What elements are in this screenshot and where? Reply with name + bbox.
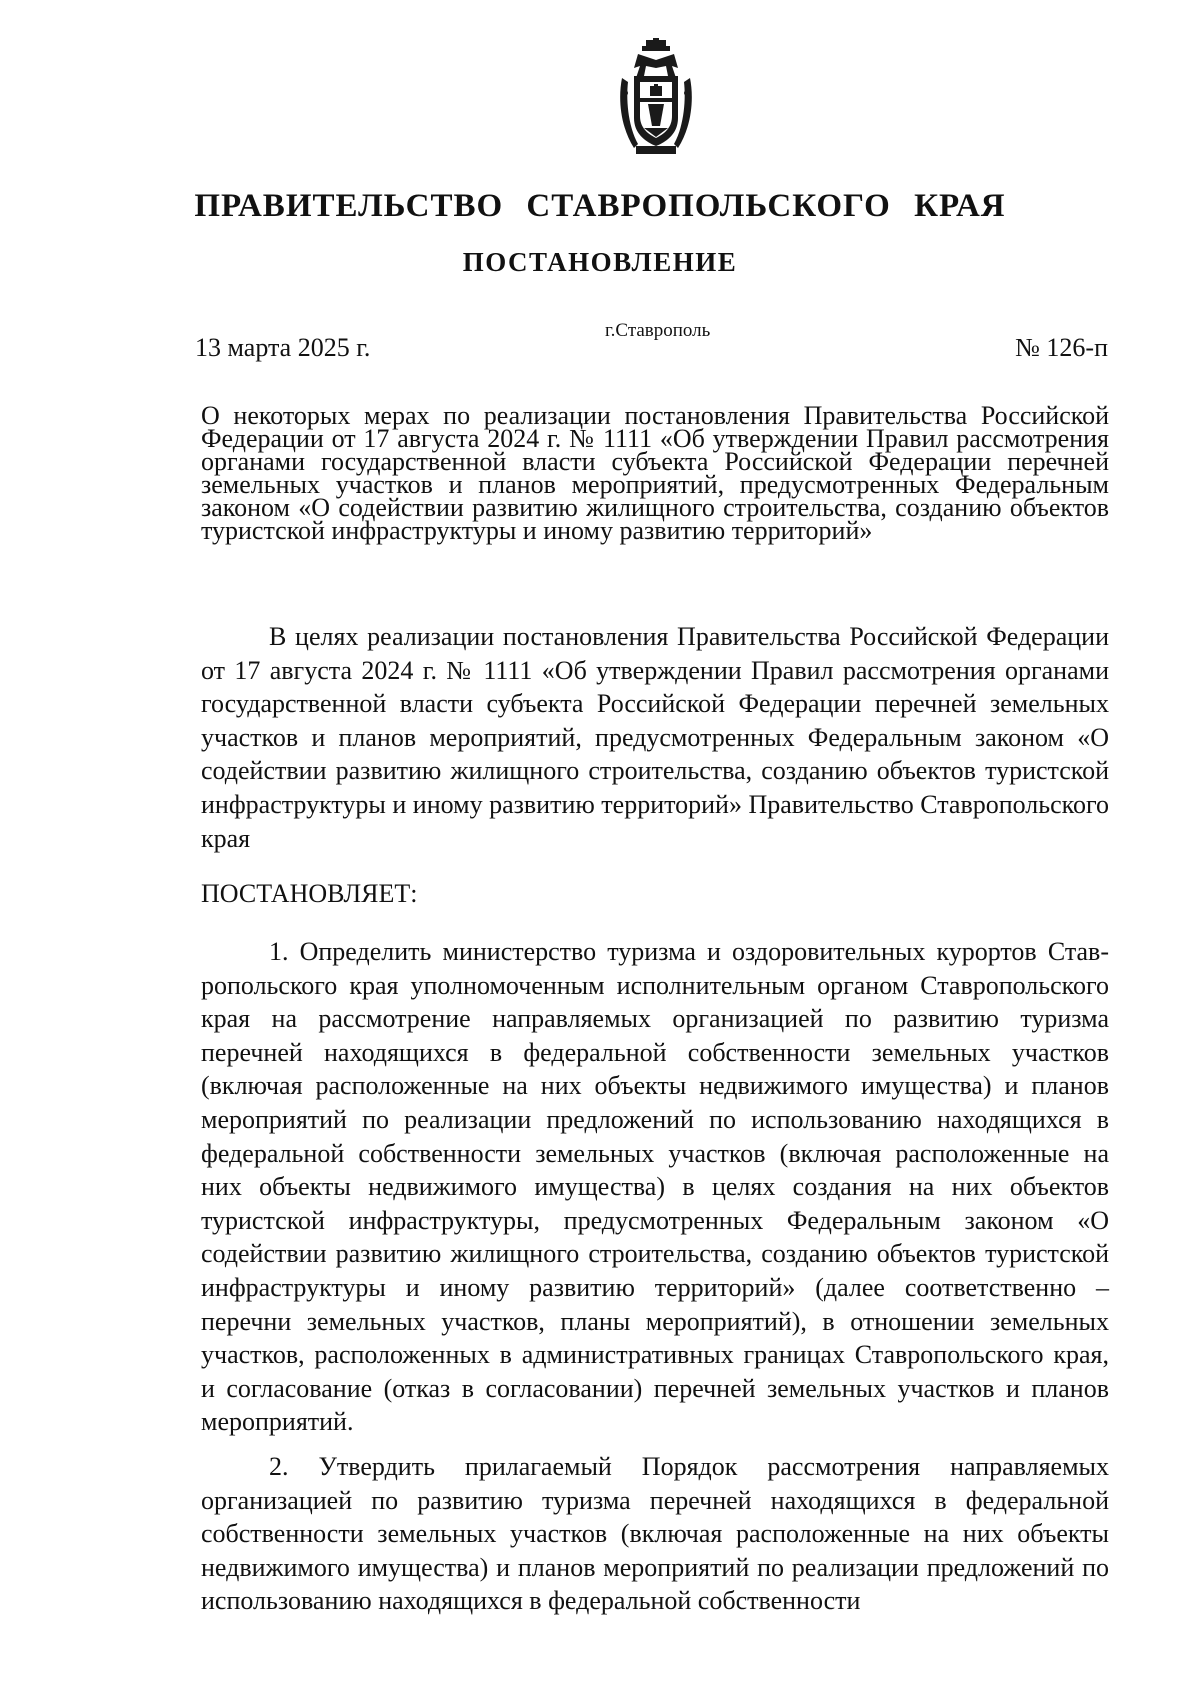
government-title: ПРАВИТЕЛЬСТВО СТАВРОПОЛЬСКОГО КРАЯ: [194, 188, 1006, 224]
clause-2-paragraph: 2. Утвердить прилагаемый Порядок рассмотрения направляемых организацией по развитию туризма перечней находящихся в федеральной собственности земельных участков (включая расположенные на них объекты недвижимого имущества) и планов мероприятий по реализации предложений по использованию находящихся в федеральной собственности: [201, 1452, 1109, 1616]
resolve-heading: ПОСТАНОВЛЯЕТ:: [201, 879, 418, 908]
document-subject: О некоторых мерах по реализации постановления Правительства Российской Федерации от 17 августа 2024 г. № 1111 «Об утверждении Правил рассмотрения органами государственной власти субъекта Российской Федерации перечней земельных участков и планов мероприятий, предусмотренных Федеральным законом «О содействии развитию жилищного строительства, созданию объектов туристской инфраструктуры и иному развитию территорий»: [201, 401, 1109, 545]
document-type: ПОСТАНОВЛЕНИЕ: [462, 247, 738, 277]
document-city: г.Ставрополь: [605, 320, 711, 341]
clause-1-paragraph: 1. Определить министерство туризма и оздоровительных курортов Ставропольского края уполномоченным исполнительным органом Ставропольского края на рассмотрение направляемых организацией по развитию туризма перечней находящихся в федеральной собственности земельных участков (включая расположенные на них объекты недвижимого имущества) и планов мероприятий по реализации предложений по использованию находящихся в федеральной собственности земельных участков (включая расположенные на них объекты недвижимого имущества) в целях создания на них объектов туристской инфраструктуры, предусмотренных Федеральным законом «О содействии развитию жилищного строительства, созданию объектов туристской инфраструктуры и иному развитию территорий» (далее соответственно – перечни земельных участков, планы мероприятий), в отношении земельных участков, расположенных в административных границах Ставропольского края, и согласование (отказ в согласовании) перечней земельных участков и планов мероприятий.: [201, 937, 1109, 1437]
document-number: № 126-п: [1015, 333, 1108, 362]
coat-of-arms-icon: [616, 38, 696, 158]
preamble-paragraph: В целях реализации постановления Правительства Российской Федерации от 17 августа 2024 г. № 1111 «Об утверждении Правил рассмотрения органами государственной власти субъекта Российской Федерации перечней земельных участков и планов мероприятий, предусмотренных Федеральным законом «О содействии развитию жилищного строительства, созданию объектов туристской инфраструктуры и иному развитию территорий» Правительство Ставропольского края: [201, 622, 1109, 853]
document-date: 13 марта 2025 г.: [195, 333, 371, 362]
